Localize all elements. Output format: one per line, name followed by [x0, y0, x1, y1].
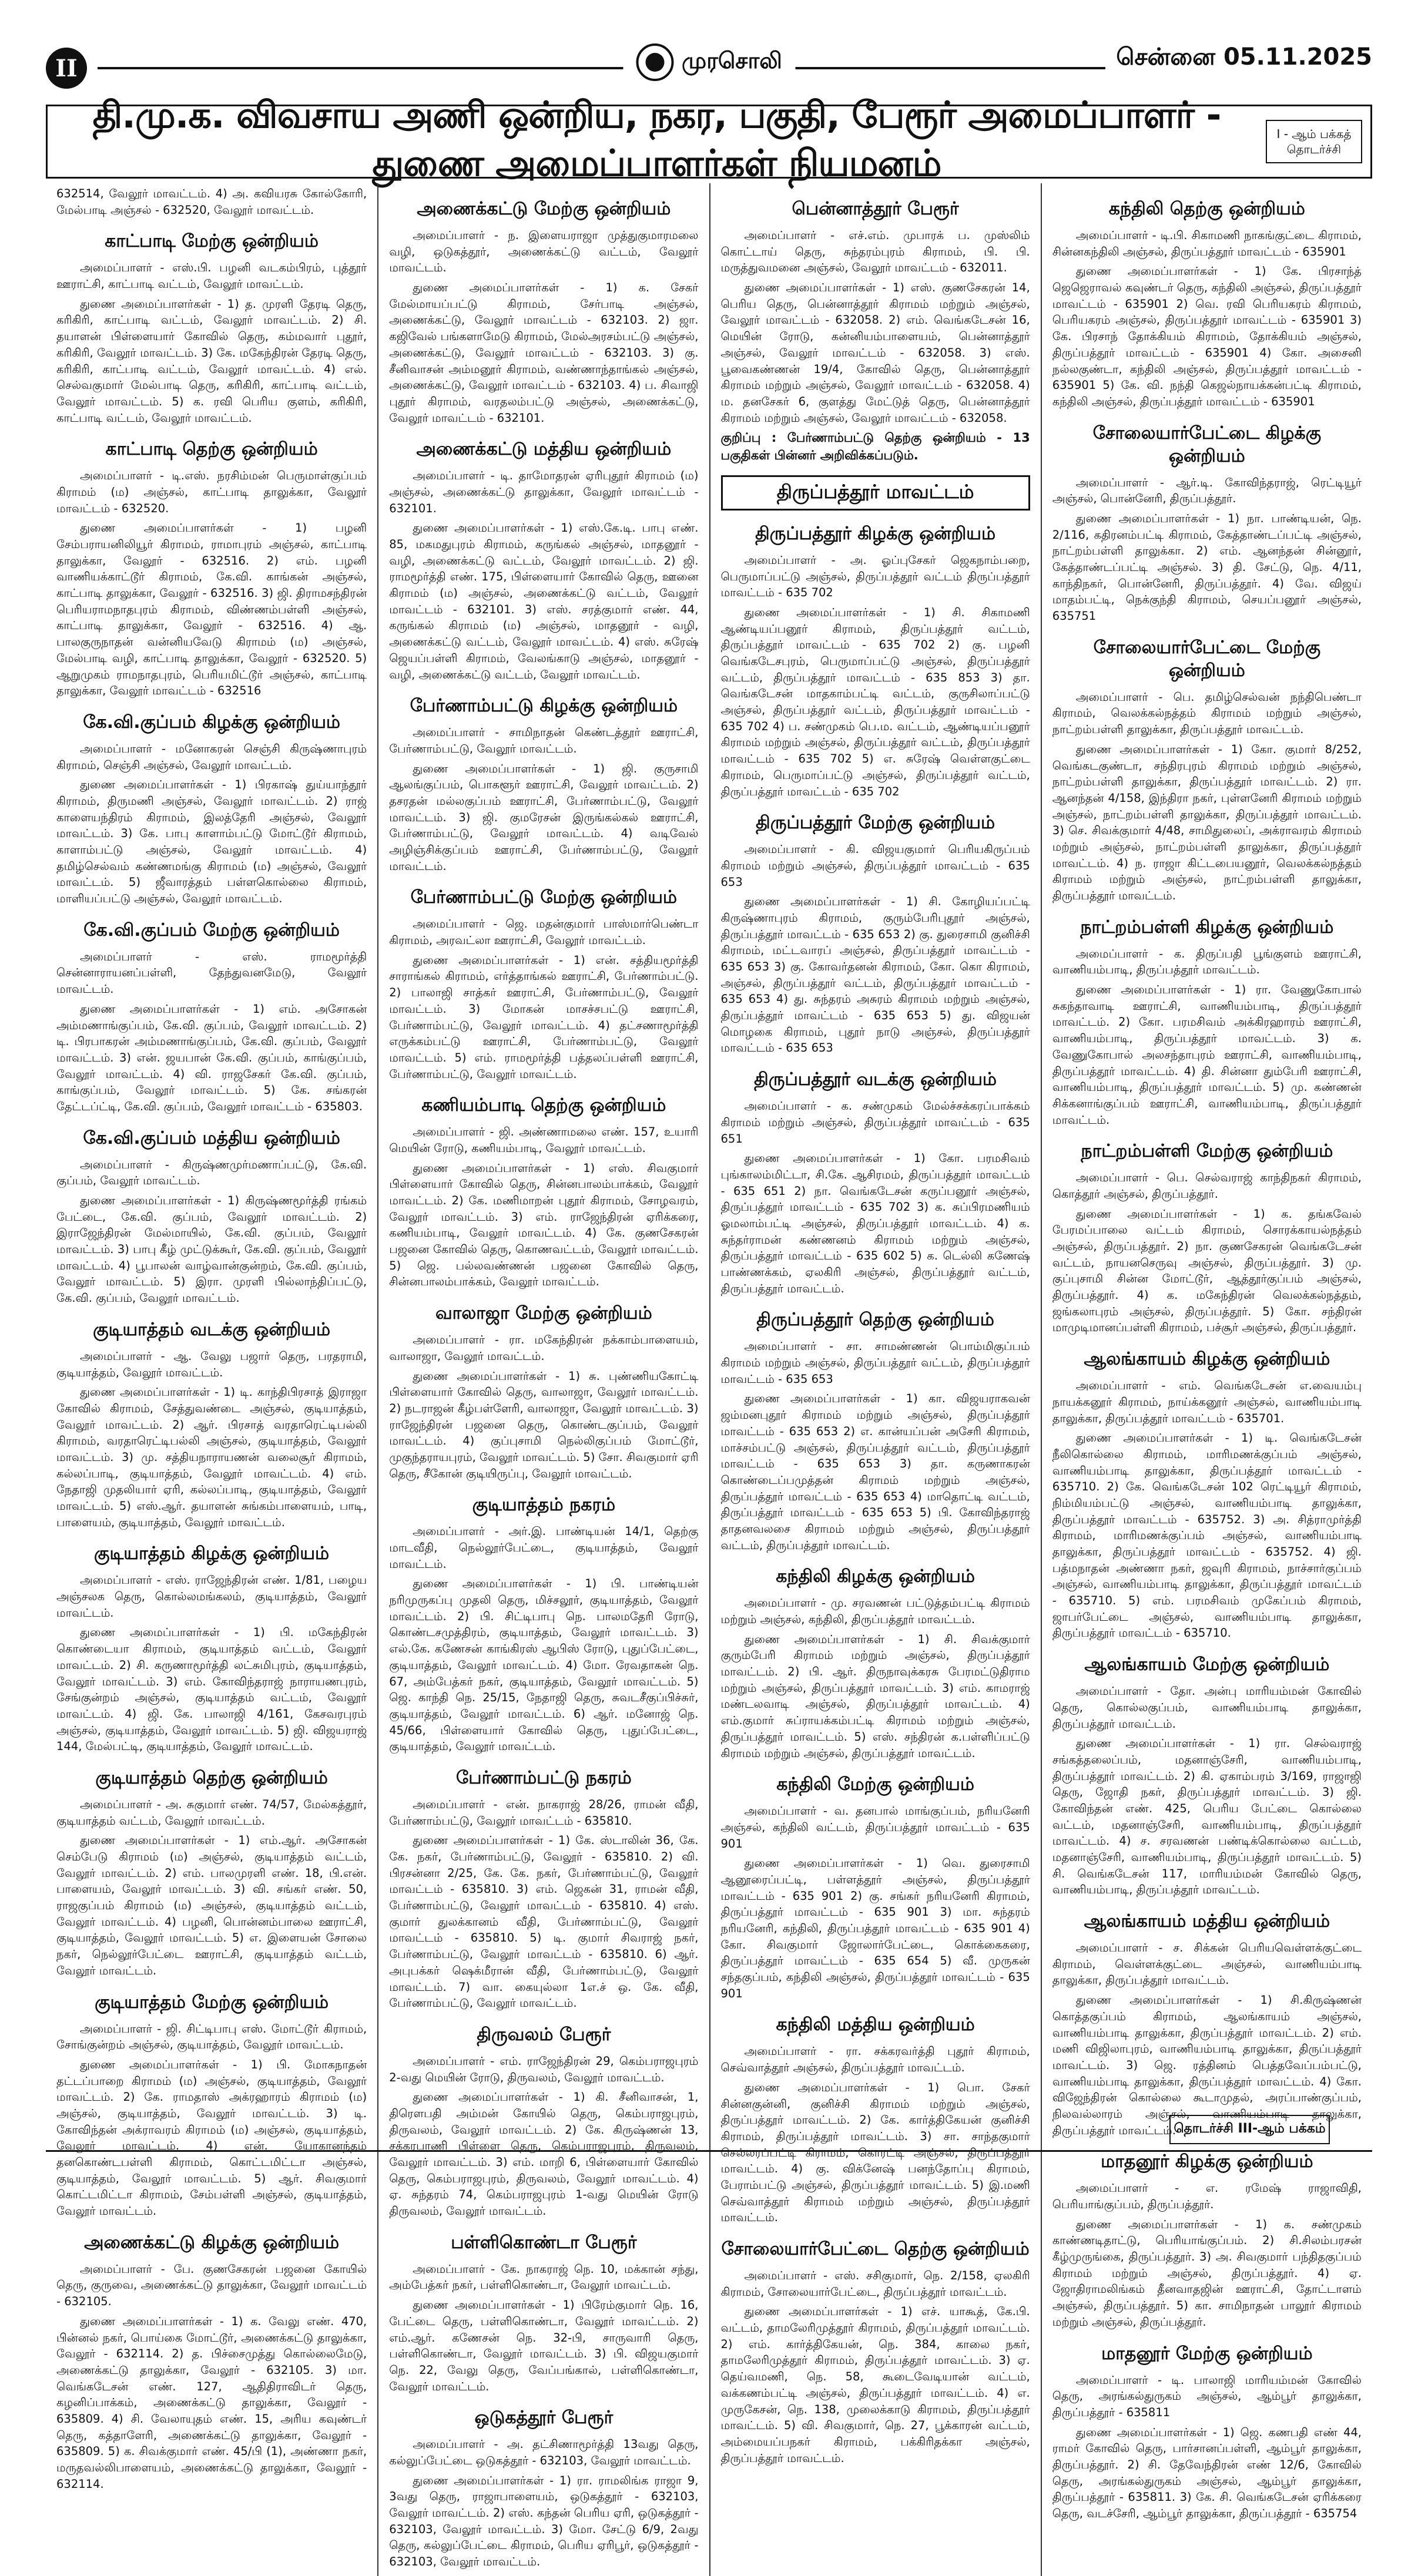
section-heading: கே.வி.குப்பம் மத்திய ஒன்றியம் — [83, 1127, 340, 1148]
section-heading: நாட்றம்பள்ளி கிழக்கு ஒன்றியம் — [1080, 916, 1334, 938]
deputy-organizers-entry: துணை அமைப்பாளர்கள் - 1) கா. விஜயராகவன் ஜம்மனபுதூர் கிராமம் மற்றும் அஞ்சல், திருப்பத்தூர் மாவட்டம் - 635 653 2) எ. கான்யப்பன் அசேரி கிராமம், மாச்சம்பட்டு அஞ்சல், திருப்பத்தூர் வட்டம், திருப்பத்தூர் மாவட்டம் - 635 653 3) தா. கருணாகரன் கொண்டைப்பமுத்தன் கிராமம் மற்றும் அஞ்சல், திருப்பத்தூர் மாவட்டம் - 635 653 4) மாதொட்டி வட்டம், திருப்பத்தூர் மாவட்டம் - 635 653 5) பி. கோவிந்தராஜ் தாதனவலசை கிராமம் மற்றும் அஞ்சல், திருப்பத்தூர் வட்டம், திருப்பத்தூர் மாவட்டம். — [720, 1392, 1030, 1552]
section-heading: குடியாத்தம் நகரம் — [472, 1494, 616, 1516]
organizer-entry: அமைப்பாளர் - எஸ். ராஜேந்திரன் எண். 1/81, பழைய அஞ்சலக தெரு, கொல்லமங்கலம், குடியாத்தம், வேலூர் மாவட்டம். — [56, 1573, 367, 1620]
deputy-organizers-entry: துணை அமைப்பாளர்கள் - 1) பிரகாஷ் துய்யாந்தூர் கிராமம், திருமணி அஞ்சல், வேலூர் மாவட்டம். 2) ராஜ் காளையந்திரம் கிராமம், இலத்தேரி அஞ்சல், வேலூர் மாவட்டம். 3) கே. பாபு காளாம்பட்டு மோட்டூர் கிராமம், காளாம்பட்டு அஞ்சல், வேலூர் மாவட்டம். 4) தமிழ்செல்வம் கண்ணமங்கு கிராமம் (ம) அஞ்சல், வேலூர் மாவட்டம். 5) ஜீவாரத்தம் பள்ளகொல்லை கிராமம், மாளியப்பட்டு அஞ்சல், வேலூர் மாவட்டம். — [56, 778, 367, 906]
deputy-organizers-entry: துணை அமைப்பாளர்கள் - 1) என். சத்தியமூர்த்தி சாராங்கல் கிராமம், எர்த்தாங்கல் ஊராட்சி, பேர்ணாம்பட்டு. 2) பாலாஜி சாத்கர் ஊராட்சி, பேர்ணாம்பட்டு, வேலூர் மாவட்டம். 3) மோகன் மாசச்சபட்டு ஊராட்சி, பேர்ணாம்பட்டு, வேலூர் மாவட்டம். 4) தட்சணாமூர்த்தி எருக்கம்பட்டு ஊராட்சி, பேர்ணாம்பட்டு, வேலூர் மாவட்டம். 5) எம். ராமமூர்த்தி பத்தலப்பள்ளி ஊராட்சி, பேர்ணாம்பட்டு, வேலூர் மாவட்டம். — [389, 953, 699, 1081]
organizer-entry: அமைப்பாளர் - டி.எஸ். நரசிம்மன் பெருமாள்குப்பம் கிராமம் (ம) அஞ்சல், காட்பாடி தாலுக்கா, வேலூர் மாவட்டம் - 632520. — [56, 469, 367, 515]
deputy-organizers-entry: துணை அமைப்பாளர்கள் - 1) பழனி சேம்பராயனிலியூர் கிராமம், ராமாபுரம் அஞ்சல், காட்பாடி தாலுக்கா, வேலூர் - 632516. 2) எம். பழனி வாணியக்காட்டூர் கிராமம், கே.வி. காங்கன் அஞ்சல், காட்பாடி தாலுக்கா, வேலூர் - 632516. 3) ஜி. திராமசந்திரன் பெரியராமநாதபுரம் கிராமம், விண்ணம்பள்ளி அஞ்சல், காட்பாடி தாலுக்கா, வேலூர் - 632516. 4) ஆ. பாலகுருநாதன் வன்னியவேடு கிராமம் (ம) அஞ்சல், மேல்பாடி வழி, காட்பாடி தாலுக்கா, வேலூர் - 632520. 5) ஆறுமுகம் ராமநாதபுரம், பெரியமிட்டூர் அஞ்சல், காட்பாடி தாலுக்கா, வேலூர் மாவட்டம் - 632516 — [56, 521, 367, 698]
section-heading: ஆலங்காயம் மத்திய ஒன்றியம் — [1084, 1911, 1330, 1932]
section-heading: பேர்ணாம்பட்டு கிழக்கு ஒன்றியம் — [410, 696, 678, 717]
note-text: குறிப்பு : பேர்ணாம்பட்டு தெற்கு ஒன்றியம் - 13 பகுதிகள் பின்னர் அறிவிக்கப்படும். — [720, 431, 1030, 463]
column-3 — [709, 183, 1041, 2576]
deputy-organizers-entry: துணை அமைப்பாளர்கள் - 1) நா. பாண்டியன், நெ. 2/116, கதிரனம்பட்டி கிராமம், கேத்தாண்டப்பட்டி அஞ்சல், நாட்றம்பள்ளி தாலுக்கா. 2) எம். ஆனந்தன் சின்னூர், கேத்தாண்டப்பட்டி அஞ்சல். 3) தி. சேட்டு, நெ. 4/11, காந்திநகர், பொன்னேரி, திருப்பத்தூர். 4) வே. விஜய் மாதம்பட்டி, நெக்குந்தி கிராமம், செயப்பனூர் அஞ்சல், 635751 — [1052, 511, 1362, 623]
deputy-organizers-entry: துணை அமைப்பாளர்கள் - 1) சி. கோழியப்பட்டி கிருஷ்ணாபுரம் கிராமம், குரும்பேரிபுதூர் அஞ்சல், திருப்பத்தூர் மாவட்டம் - 635 653 2) கு. துரைசாமி குனிச்சி கிராமம், மட்டவாரப் அஞ்சல், திருப்பத்தூர் மாவட்டம் - 635 653 3) கு. கோவர்தனன் கிராமம், கோ. கொ கிராமம், அஞ்சல், திருப்பத்தூர் வட்டம், திருப்பத்தூர் மாவட்டம் - 635 653 4) து. சுந்தரம் அசுரம் கிராமம் மற்றும் அஞ்சல், திருப்பத்தூர் மாவட்டம் - 635 653 5) து. விஜயன் மொழகை கிராமம், புதூர் நாடு அஞ்சல், திருப்பத்தூர் மாவட்டம் - 635 653 — [720, 895, 1030, 1055]
continued-from-line2: தொடர்ச்சி — [1286, 142, 1342, 156]
article-columns — [46, 183, 1372, 2569]
deputy-organizers-entry: துணை அமைப்பாளர்கள் - 1) எம்.ஆர். அசோகன் செம்பேடு கிராமம் (ம) அஞ்சல், குடியாத்தம் வட்டம், வேலூர் மாவட்டம். 2) எம். பாலமுரளி எண். 18, பி.என். பாளையம், வேலூர் மாவட்டம். 3) வி. சங்கர் எண். 50, ராஜகுப்பம் கிராமம் (ம) அஞ்சல், குடியாத்தம் வட்டம், வேலூர் மாவட்டம். 4) பழனி, பொன்னம்பாலை ஊராட்சி, குடியாத்தம், வேலூர் மாவட்டம். 5) எ. இளையன் சோலை நகர், நெல்லூர்பேட்டை ஊராட்சி, குடியாத்தம் வட்டம், வேலூர் மாவட்டம். — [56, 1833, 367, 1977]
organizer-entry: அமைப்பாளர் - எம். ராஜேந்திரன் 29, கெம்பராஜபுரம் 2-வது மெயின் ரோடு, திருவலம், வேலூர் மாவட்டம். — [389, 2054, 699, 2084]
organizer-entry: அமைப்பாளர் - வ. தனபால் மாங்குப்பம், நரியனேரி அஞ்சல், கந்திலி வட்டம், திருப்பத்தூர் மாவட்டம் - 635 901 — [720, 1804, 1030, 1850]
section-heading: கந்திலி கிழக்கு ஒன்றியம் — [776, 1566, 975, 1587]
continued-entry: 632514, வேலூர் மாவட்டம். 4) அ. கவியரசு கோல்கோரி, மேல்பாடி அஞ்சல் - 632520, வேலூர் மாவட்டம். — [56, 187, 367, 217]
section-heading: வாலாஜா மேற்கு ஒன்றியம் — [435, 1303, 652, 1324]
section-heading: சோலையார்பேட்டை கிழக்கு ஒன்றியம் — [1092, 422, 1322, 466]
deputy-organizers-entry: துணை அமைப்பாளர்கள் - 1) எம். அசோகன் அம்மணாங்குப்பம், கே.வி. குப்பம், வேலூர் மாவட்டம். 2) டி. பிரபாகரன் அம்மணாங்குப்பம், கே.வி. குப்பம், வேலூர் மாவட்டம். 3) என். ஜயபான் கே.வி. குப்பம், காங்குப்பம், வேலூர் மாவட்டம். 4) வி. ராஜசேகர் கே.வி. குப்பம், காங்குப்பம், வேலூர் மாவட்டம். 5) கே. சங்கரன் தேட்டப்ட்டி, கே.வி. குப்பம், வேலூர் மாவட்டம் - 635803. — [56, 1002, 367, 1113]
section-heading: கணியம்பாடி தெற்கு ஒன்றியம் — [421, 1095, 666, 1116]
continued-to-box: தொடர்ச்சி III-ஆம் பக்கம் — [1169, 2115, 1330, 2144]
deputy-organizers-entry: துணை அமைப்பாளர்கள் - 1) சி. சிகாமணி ஆண்டியப்பனூர் கிராமம், திருப்பத்தூர் வட்டம், திருப்பத்தூர் மாவட்டம் - 635 702 2) கு. பழனி வெங்கடேசபுரம், பெருமாப்பட்டு அஞ்சல், திருப்பத்தூர் வட்டம், திருப்பத்தூர் மாவட்டம் - 635 853 3) தா. வெங்கடேசன் மாதகாம்பட்டி வட்டம், குருசிலாப்பட்டு அஞ்சல், திருப்பத்தூர் வட்டம், திருப்பத்தூர் மாவட்டம் - 635 702 4) ப. சண்முகம் பெ.ம. வட்டம், ஆண்டியப்பனூர் கிராமம் மற்றும் அஞ்சல், திருப்பத்தூர் வட்டம், திருப்பத்தூர் மாவட்டம் - 635 702 5) எ. சுரேஷ் வெள்ளகுட்டை கிராமம், பெருமாப்பட்டு அஞ்சல், திருப்பத்தூர் வட்டம், திருப்பத்தூர் மாவட்டம் - 635 702 — [720, 605, 1030, 798]
deputy-organizers-entry: துணை அமைப்பாளர்கள் - 1) கோ. பரமசிவம் புங்காலம்மிட்டா, சி.கே. ஆசிரமம், திருப்பத்தூர் மாவட்டம் - 635 651 2) நா. வெங்கடேசன் கருப்பனூர் அஞ்சல், திருப்பத்தூர் மாவட்டம் - 635 702 3) க. சுப்பிரமணியம் ஓமலாம்பட்டி அஞ்சல், திருப்பத்தூர் மாவட்டம். 4) க. சுந்தர்ராமன் கண்ணனம் கிராமம் மற்றும் அஞ்சல், திருப்பத்தூர் மாவட்டம் - 635 602 5) க. டெல்லி கணேஷ் பாண்ணக்கம், ஏலகிரி அஞ்சல், திருப்பத்தூர் வட்டம், திருப்பத்தூர் மாவட்டம். — [720, 1151, 1030, 1295]
organizer-entry: அமைப்பாளர் - அர்.இ. பாண்டியன் 14/1, தெற்கு மாடவீதி, நெல்லூர்பேட்டை, குடியாத்தம், வேலூர் மாவட்டம். — [389, 1524, 699, 1571]
deputy-organizers-entry: துணை அமைப்பாளர்கள் - 1) ரா. வேணுகோபால் சுகந்தாவாடி ஊராட்சி, வாணியம்பாடி, திருப்பத்தூர் மாவட்டம். 2) கோ. பரமசிவம் அக்கிரஹாரம் ஊராட்சி, வாணியம்பாடி, திருப்பத்தூர் மாவட்டம். 3) க. வேணுகோபால் அலசந்தாபுரம் ஊராட்சி, வாணியம்பாடி, திருப்பத்தூர் மாவட்டம். 4) தி. சின்னா தும்பேரி ஊராட்சி, வாணியம்பாடி, திருப்பத்தூர் மாவட்டம். 5) மு. கண்ணன் சிக்கனாங்குப்பம் ஊராட்சி, வாணியம்பாடி, திருப்பத்தூர் மாவட்டம். — [1052, 983, 1362, 1127]
organizer-entry: அமைப்பாளர் - டி. தாமோதரன் ஏரிபுதூர் கிராமம் (ம) அஞ்சல், அணைக்கட்டு தாலுக்கா, வேலூர் மாவட்டம் - 632101. — [389, 469, 699, 515]
bottom-rule — [46, 2150, 1372, 2152]
organizer-entry: அமைப்பாளர் - கே. நாகராஜ் நெ. 10, மக்கான் சந்து, அம்பேத்கர் நகர், பள்ளிகொண்டா, வேலூர் மாவட்டம். — [389, 2262, 699, 2292]
section-heading: அணைக்கட்டு மத்திய ஒன்றியம் — [416, 439, 672, 460]
page-number: II — [46, 48, 87, 89]
organizer-entry: அமைப்பாளர் - எ. ரமேஷ் ராஜாவிதி, பெரியாங்குப்பம், திருப்பத்தூர். — [1052, 2181, 1362, 2211]
organizer-entry: அமைப்பாளர் - ஆ. வேலு பஜார் தெரு, பரதராமி, குடியாத்தம், வேலூர் மாவட்டம். — [56, 1349, 367, 1379]
section-heading: திருப்பத்தூர் தெற்கு ஒன்றியம் — [756, 1309, 994, 1331]
masthead — [46, 41, 1372, 95]
paper-name: முரசொலி — [682, 48, 782, 73]
deputy-organizers-entry: துணை அமைப்பாளர்கள் - 1) எச். யாகூத், கே.பி. வட்டம், தாமலேரிமுத்தூர் கிராமம், திருப்பத்தூர் மாவட்டம். 2) எம். கார்த்திகேயன், நெ. 384, காலை நகர், தாமலேரிமுத்தூர் கிராமம், திருப்பத்தூர் மாவட்டம். 3) ஏ. தெய்வமணி, நெ. 58, கூடைவேடியான் வட்டம், வக்கணம்பட்டி அஞ்சல், திருப்பத்தூர் மாவட்டம். 4) எ. முருகேசன், நெ. 138, முலைக்காடு கிராமம், திருப்பத்தூர் மாவட்டம். 5) வி. சிவகுமார், நெ. 27, பூக்காரன் வட்டம், அம்மையப்பநகர் கிராமம், பக்கிரிதக்கா அஞ்சல், திருப்பத்தூர் மாவட்டம். — [720, 2305, 1030, 2465]
deputy-organizers-entry: துணை அமைப்பாளர்கள் - 1) கிருஷ்ணமூர்த்தி ரங்கம் பேட்டை, கே.வி. குப்பம், வேலூர் மாவட்டம். 2) இராஜேந்திரன் மேல்மாயில், கே.வி. குப்பம், வேலூர் மாவட்டம். 3) பாபு கீழ் முட்டுக்கூர், கே.வி. குப்பம், வேலூர் மாவட்டம். 4) பூபாலன் வாழ்வான்குன்றம், கே.வி. குப்பம், வேலூர் மாவட்டம். 5) இரா. முரளி பில்லாந்திப்பட்டு, கே.வி. குப்பம், வேலூர் மாவட்டம். — [56, 1194, 367, 1305]
organizer-entry: அமைப்பாளர் - ஜி. சிட்டிபாபு எஸ். மோட்டூர் கிராமம், சோங்குன்றம் அஞ்சல், குடியாத்தம், வேலூர் மாவட்டம். — [56, 2021, 367, 2052]
deputy-organizers-entry: துணை அமைப்பாளர்கள் - 1) கே. ஸ்டாலின் 36, கே. கே. நகர், பேர்ணாம்பட்டு, வேலூர் - 635810. 2) வி. பிரசன்னா 2/25, கே. கே. நகர், பேர்ணாம்பட்டு, வேலூர் மாவட்டம் - 635810. 3) எம். ஜெகன் 31, ராமன் வீதி, பேர்ணாம்பட்டு, வேலூர் மாவட்டம் - 635810. 4) எஸ். குமார் துலக்கானம் வீதி, பேர்ணாம்பட்டு, வேலூர் மாவட்டம் - 635810. 5) டி. குமார் சிவராஜ் நகர், பேர்ணாம்பட்டு, வேலூர் மாவட்டம் - 635810. 6) ஆர். அபுபக்கர் ஷெக்மீரான் வீதி, பேர்ணாம்பட்டு, வேலூர் மாவட்டம். 7) வா. கையுல்லா 1எ.ச் ஒ. கே. வீதி, பேர்ணாம்பட்டு, வேலூர் மாவட்டம். — [389, 1833, 699, 2010]
deputy-organizers-entry: துணை அமைப்பாளர்கள் - 1) க. வேலு எண். 470, பின்னல் நகர், பொய்கை மோட்டூர், அணைக்கட்டு தாலுக்கா, வேலூர் - 632114. 2) த. பிச்சைமுத்து கொல்லைமேடு, அணைக்கட்டு தாலுக்கா, வேலூர் - 632105. 3) மா. வெங்கடேசன் எண். 127, ஆதிதிராவிடர் தெரு, கழனிப்பாக்கம், அணைக்கட்டு தாலுக்கா, வேலூர் - 635809. 4) சி. வேலாயுதம் எண். 15, அரிய கவுண்டர் தெரு, கத்தாளேரி, அணைக்கட்டு தாலுக்கா, வேலூர் - 635809. 5) க. சிவக்குமார் எண். 45/பி (1), அண்ணா நகர், மருதவல்லிபாளையம், அணைக்கட்டு தாலுக்கா, வேலூர் - 632114. — [56, 2314, 367, 2491]
deputy-organizers-entry: துணை அமைப்பாளர்கள் - 1) ரா. ராமலிங்க ராஜா 9, 3வது தெரு, ராஜாபாளையம், ஒடுகத்தூர் - 632103, வேலூர் மாவட்டம். 2) எஸ். கந்தன் பெரிய ஏரி, ஒடுகத்தூர் - 632103, வேலூர் மாவட்டம். 3) மோ. சேட்டு 6/9, 2வது தெரு, கல்லுப்பேட்டை கிராமம், பெரிய ஏரிபூர், ஒடுகத்தூர் - 632103, வேலூர் மாவட்டம். — [389, 2473, 699, 2569]
organizer-entry: அமைப்பாளர் - டி.பி. சிகாமணி நாகங்குட்டை கிராமம், சின்னகந்திலி அஞ்சல், திருப்பத்தூர் மாவட்டம் - 635901 — [1052, 229, 1362, 258]
deputy-organizers-entry: துணை அமைப்பாளர்கள் - 1) சி. சிவக்குமார் குரும்பேரி கிராமம் மற்றும் அஞ்சல், திருப்பத்தூர் மாவட்டம். 2) பி. ஆர். திருநாவுக்கரசு பேரமட்டுதிராம மற்றும் அஞ்சல், திருப்பத்தூர் மாவட்டம். 3) எம். காமராஜ் மண்டலவாடி அஞ்சல், திருப்பத்தூர் மாவட்டம். 4) எம்.குமார் சுப்ராயக்கம்பட்டி கிராமம் மற்றும் அஞ்சல், திருப்பத்தூர் மாவட்டம். 5) எஸ். சந்திரன் க.பள்ளிப்பட்டு கிராமம் மற்றும் அஞ்சல், திருப்பத்தூர் மாவட்டம். — [720, 1632, 1030, 1760]
section-heading: கந்திலி மத்திய ஒன்றியம் — [776, 2014, 975, 2036]
deputy-organizers-entry: துணை அமைப்பாளர்கள் - 1) எஸ். சிவகுமார் பிள்ளையார் கோவில் தெரு, சின்னபாலம்பாக்கம், வேலூர் மாவட்டம். 2) கே. மணிமாறன் புதூர் கிராமம், சோழவரம், வேலூர் மாவட்டம். 3) எம். ராஜேந்திரன் ஏரிக்கரை, கணியம்பாடி, வேலூர் மாவட்டம். 4) கே. குணசேகரன் பஜனை கோவில் தெரு, கொணவட்டம், வேலூர் மாவட்டம். 5) ஜெ. பல்லவண்ணன் பஜனை கோவில் தெரு, சின்னபாலம்பாக்கம், வேலூர் மாவட்டம். — [389, 1161, 699, 1289]
section-heading: கே.வி.குப்பம் மேற்கு ஒன்றியம் — [83, 919, 340, 941]
section-heading: சோலையார்பேட்டை தெற்கு ஒன்றியம் — [721, 2239, 1030, 2259]
deputy-organizers-entry: துணை அமைப்பாளர்கள் - 1) கி. சீனிவாசன், 1, திரௌபதி அம்மன் கோயில் தெரு, கெம்பராஜபுரம், திருவலம், வேலூர் மாவட்டம். 2) கே. கிருஷ்ணன் 13, சக்கரபாணி பிள்ளை தெரு, கெம்பராஜபுரம், திருவலம், வேலூர் மாவட்டம். 3) எம். மாறி 6, பிள்ளையார் கோவில் தெரு, கெம்பராஜபுரம், திருவலம், வேலூர் மாவட்டம். 4) ஏ. சுந்தரம் 74, கெம்பராஜபுரம் 1-வது மெயின் ரோடு திருவலம், வேலூர் மாவட்டம். — [389, 2090, 699, 2218]
deputy-organizers-entry: துணை அமைப்பாளர்கள் - 1) டி. காந்திபிரசாத் இராஜா கோவில் கிராமம், சேத்துவண்டை அஞ்சல், குடியாத்தம், வேலூர் மாவட்டம். 2) ஆர். பிரசாத் வரதாரெட்டிபல்லி கிராமம், வரதாரெட்டிபல்லி அஞ்சல், குடியாத்தம், வேலூர் மாவட்டம். 3) மு. சத்தியநாராயணன் வலைசூர் கிராமம், கல்லப்பாடி, குடியாத்தம், வேலூர் மாவட்டம். 4) எம். நேதாஜி முதலியார் ஏரி, கல்லப்பாடி, குடியாத்தம், வேலூர் மாவட்டம். 5) எஸ்.ஆர். தயாளன் சுங்கம்பாளையம், பாடி, பாளையம், குடியாத்தம், வேலூர் மாவட்டம். — [56, 1385, 367, 1529]
section-heading: கே.வி.குப்பம் கிழக்கு ஒன்றியம் — [83, 711, 341, 733]
headline-box — [46, 93, 1372, 184]
organizer-entry: அமைப்பாளர் - பெ. தமிழ்செல்வன் நந்திபெண்டா கிராமம், வெலக்கல்நத்தம் கிராமம் மற்றும் அஞ்சல், நாட்றம்பள்ளி தாலுக்கா, திருப்பத்தூர் மாவட்டம். — [1052, 690, 1362, 737]
organizer-entry: அமைப்பாளர் - அ. சுகுமார் எண். 74/57, மேல்கத்தூர், குடியாத்தம் வட்டம், வேலூர் மாவட்டம். — [56, 1797, 367, 1828]
deputy-organizers-entry: துணை அமைப்பாளர்கள் - 1) கே. பிரசாந்த் ஜெஜெராவல் கவுண்டர் தெரு, கந்திலி அஞ்சல், திருப்பத்தூர் மாவட்டம் - 635901 2) வெ. ரவி பெரியகரம் கிராமம், பெரியகரம் அஞ்சல், திருப்பத்தூர் மாவட்டம் - 635901 3) கே. பிரசாந் தோக்கியம் கிராமம், தோக்கியம் அஞ்சல், திருப்பத்தூர் மாவட்டம் - 635901 4) கோ. அசைனி நல்லகுண்டா, கந்திலி அஞ்சல், திருப்பத்தூர் மாவட்டம் - 635901 5) கே. வி. நந்தி கெஜல்நாயக்கன்பட்டி கிராமம், கந்திலி அஞ்சல், திருப்பத்தூர் மாவட்டம் - 635901 — [1052, 264, 1362, 408]
organizer-entry: அமைப்பாளர் - டி. பாலாஜி மாரியம்மன் கோவில் தெரு, அரங்கல்துருகம் அஞ்சல், ஆம்பூர் தாலுக்கா, திருப்பத்தூர் - 635811 — [1052, 2373, 1362, 2419]
deputy-organizers-entry: துணை அமைப்பாளர்கள் - 1) ரா. செல்வராஜ் சங்கத்தலைப்பம், மதனாஞ்சேரி, வாணியம்பாடி, திருப்பத்தூர் மாவட்டம். 2) கி. ஏகாம்பரம் 3/169, ராஜாஜி தெரு, ஜோதி நகர், திருப்பத்தூர் மாவட்டம். 3) ஜி. கோவிந்தன் எண். 425, பெரிய பேட்டை கொல்லை வட்டம், மதனாஞ்சேரி, வாணியம்பாடி, திருப்பத்தூர் மாவட்டம். 4) ச. சரவணன் பண்டிக்கொல்லை வட்டம், மதனாஞ்சேரி, வாணியம்பாடி, திருப்பத்தூர் மாவட்டம். 5) சி. வெங்கடேசன் 117, மாரியம்மன் கோவில் தெரு, வாணியம்பாடி, திருப்பத்தூர் மாவட்டம். — [1052, 1737, 1362, 1897]
deputy-organizers-entry: துணை அமைப்பாளர்கள் - 1) ஜி. குருசாமி ஆலங்குப்பம், பொகளூர் ஊராட்சி, வேலூர் மாவட்டம். 2) தசரதன் மல்லகுப்பம் ஊராட்சி, பேர்ணாம்பட்டு, வேலூர் மாவட்டம். 3) ஜி. குமரேசன் இருங்கல்கல் ஊராட்சி, பேர்ணாம்பட்டு, வேலூர் மாவட்டம். 4) வடிவேல் அழிஞ்சிக்குப்பம் ஊராட்சி, பேர்ணாம்பட்டு, வேலூர் மாவட்டம். — [389, 761, 699, 873]
column-2 — [377, 183, 709, 2576]
district-heading: திருப்பத்தூர் மாவட்டம் — [721, 475, 1030, 511]
section-heading: காட்பாடி தெற்கு ஒன்றியம் — [105, 439, 318, 460]
deputy-organizers-entry: துணை அமைப்பாளர்கள் - 1) ஜெ. கணபதி எண் 44, ராமர் கோவில் தெரு, பார்சானப்பள்ளி, ஆம்பூர் தாலுக்கா, திருப்பத்தூர். 2) சி. தேவேந்திரன் எண் 12/6, கோவில் தெரு, அரங்கல்துருகம் அஞ்சல், ஆம்பூர் தாலுக்கா, திருப்பத்தூர் - 635811. 3) கே. சி. வெங்கடேசன் ஏரிக்கரை தெரு, வடச்சேரி, ஆம்பூர் தாலுக்கா, திருப்பத்தூர் - 635754 — [1052, 2425, 1362, 2520]
organizer-entry: அமைப்பாளர் - சாமிநாதன் கெண்டத்தூர் ஊராட்சி, பேர்ணாம்பட்டு, வேலூர் மாவட்டம். — [389, 726, 699, 755]
organizer-entry: அமைப்பாளர் - எம். வெங்கடேசன் எ.வையம்பு நாயக்கனூர் கிராமம், நாய்க்கனூர் அஞ்சல், வாணியம்பாடி தாலுக்கா, திருப்பத்தூர் மாவட்டம் - 635701. — [1052, 1379, 1362, 1425]
organizer-entry: அமைப்பாளர் - ச. சிக்கன் பெரியவெள்ளக்குட்டை கிராமம், வெள்ளக்குட்டை அஞ்சல், வாணியம்பாடி தாலுக்கா, திருப்பத்தூர் மாவட்டம். — [1052, 1941, 1362, 1987]
section-heading: ஒடுகத்தூர் பேரூர் — [474, 2407, 614, 2429]
section-heading: திருப்பத்தூர் வடக்கு ஒன்றியம் — [754, 1069, 997, 1090]
section-heading: கந்திலி தெற்கு ஒன்றியம் — [1108, 199, 1305, 219]
section-heading: கந்திலி மேற்கு ஒன்றியம் — [776, 1774, 974, 1795]
deputy-organizers-entry: துணை அமைப்பாளர்கள் - 1) பி. பாண்டியன் நரிமுருகப்பு முதலி தெரு, மிச்சலூர், குடியாத்தம், வேலூர் மாவட்டம். 2) பி. சிட்டிபாபு நெ. பாலமதேரி ரோடு, கொண்டசமுத்திரம், குடியாத்தம், வேலூர் மாவட்டம். 3) எல்.கே. கணேசன் காங்கிரஸ் ஆபிஸ் ரோடு, புதுப்பேட்டை, குடியாத்தம், வேலூர் மாவட்டம். 4) மோ. ரேவதாகன் நெ. 67, அம்பேத்கர் நகர், குடியாத்தம், வேலூர் மாவட்டம். 5) ஜெ. காந்தி நெ. 25/15, நேதாஜி தெரு, சுவடசீகுப்பிச்சுர், குடியாத்தம், வேலூர் மாவட்டம். 6) ஆர். மனோஜ் நெ. 45/66, பிள்ளையார் கோவில் தெரு, புதுப்பேட்டை, குடியாத்தம், வேலூர் மாவட்டம். — [389, 1577, 699, 1754]
section-heading: ஆலங்காயம் கிழக்கு ஒன்றியம் — [1084, 1349, 1330, 1370]
deputy-organizers-entry: துணை அமைப்பாளர்கள் - 1) சி.கிருஷ்ணன் கொத்தகுப்பம் கிராமம், ஆலங்காயம் அஞ்சல், வாணியம்பாடி தாலுக்கா, திருப்பத்தூர் மாவட்டம். 2) எம். மணி விஜிலாபுரம், வாணியம்பாடி தாலுக்கா, திருப்பத்தூர் மாவட்டம். 3) ஜெ. ரத்தினம் பெத்தவேப்பம்பட்டு, வாணியம்பாடி தாலுக்கா, திருப்பத்தூர் மாவட்டம். 4) கோ. விஜேந்திரன் கொல்லை கூடாமுதல், அரப்பாண்குப்பம், நிலவல்லாரம் அஞ்சல், வாணியம்பாடி தாலுக்கா, திருப்பத்தூர் மாவட்டம். — [1052, 1993, 1362, 2137]
dateline: சென்னை 05.11.2025 — [1105, 43, 1372, 73]
deputy-organizers-entry: துணை அமைப்பாளர்கள் - 1) கோ. குமார் 8/252, வெங்கடகுண்டா, சந்திரபுரம் கிராமம் மற்றும் அஞ்சல், நாட்றம்பள்ளி தாலுக்கா, திருப்பத்தூர் மாவட்டம். 2) ரா. ஆனந்தன் 4/158, இந்திரா நகர், புள்ளனேரி கிராமம் மற்றும் அஞ்சல், நாட்றம்பள்ளி தாலுக்கா, திருப்பத்தூர் மாவட்டம். 3) செ. சிவக்குமார் 4/48, சாமிதுலைப், அக்ராவரம் கிராமம் மற்றும் அஞ்சல், நாட்றம்பள்ளி தாலுக்கா, திருப்பத்தூர் மாவட்டம். 4) ந. ராஜா கிட்டபையனூர், வெலக்கல்நத்தம் கிராமம் மற்றும் அஞ்சல், நாட்றம்பள்ளி தாலுக்கா, திருப்பத்தூர் மாவட்டம். — [1052, 742, 1362, 902]
organizer-entry: அமைப்பாளர் - கிருஷ்ணமுர்மணாப்பட்டு, கே.வி. குப்பம், வேலூர் மாவட்டம். — [56, 1157, 367, 1188]
section-heading: அணைக்கட்டு மேற்கு ஒன்றியம் — [417, 199, 671, 219]
column-4 — [1041, 183, 1372, 2576]
section-heading: குடியாத்தம் தெற்கு ஒன்றியம் — [95, 1767, 328, 1788]
organizer-entry: அமைப்பாளர் - மனோகரன் செஞ்சி கிருஷ்ணாபுரம் கிராமம், செஞ்சி அஞ்சல், வேலூர் மாவட்டம். — [56, 741, 367, 772]
deputy-organizers-entry: துணை அமைப்பாளர்கள் - 1) எஸ். குணசேகரன் 14, பெரிய தெரு, பென்னாத்தூர் கிராமம் மற்றும் அஞ்சல், வேலூர் மாவட்டம் - 632058. 2) எம். வெங்கடேசன் 16, மெயின் ரோடு, கன்னியம்பாளையம், பென்னாத்தூர் அஞ்சல், வேலூர் மாவட்டம் - 632058. 3) எஸ். பூவைகண்ணன் 19/4, கோவில் தெரு, பென்னாத்தூர் கிராமம் மற்றும் அஞ்சல், வேலூர் மாவட்டம் - 632058. 4) ம. தனசேகர் 6, குளத்து மேட்டுத் தெரு, பென்னாத்தூர் கிராமம் மற்றும் அஞ்சல், வேலூர் மாவட்டம் - 632058. — [720, 281, 1030, 425]
organizer-entry: அமைப்பாளர் - எச்.எம். முபாரக் ப. முஸ்லிம் கொட்டாய் தெரு, சுந்தரம்புரம் கிராமம், பி. பி. மருத்துவமனை அஞ்சல், வேலூர் மாவட்டம் - 632011. — [720, 229, 1030, 275]
deputy-organizers-entry: துணை அமைப்பாளர்கள் - 1) க. சண்முகம் காண்ணடிதாட்டு, பெரியாங்குப்பம். 2) சி.சிலம்பரசன் கீழ்முருங்கை, திருப்பத்தூர். 3) அ. சிவகுமார் பந்திதகுப்பம் கிராமம் மற்றும் அஞ்சல், திருப்பத்தூர். 4) ஏ. ஜோதிராமலிங்கம் தீனவாதஜின் ஊராட்சி, தோட்டாளம் அஞ்சல், திருப்பத்தூர். 5) கா. சாமிநாதன் பாலூர் கிராமம் மற்றும் அஞ்சல், திருப்பத்தூர். — [1052, 2217, 1362, 2329]
organizer-entry: அமைப்பாளர் - எஸ். சசிகுமார், நெ. 2/158, ஏலகிரி கிராமம், சோலையார்பேட்டை, திருப்பத்தூர் மாவட்டம். — [720, 2269, 1030, 2299]
paper-logo-group — [623, 43, 795, 81]
section-heading: ஆலங்காயம் மேற்கு ஒன்றியம் — [1084, 1654, 1330, 1675]
section-heading: பள்ளிகொண்டா பேரூர் — [451, 2232, 637, 2253]
section-heading: பேர்ணாம்பட்டு மேற்கு ஒன்றியம் — [410, 887, 678, 908]
organizer-entry: அமைப்பாளர் - எஸ். ராமமூர்த்தி சென்னாராயனப்பள்ளி, தேந்துவனமேடு, வேலூர் மாவட்டம். — [56, 949, 367, 996]
organizer-entry: அமைப்பாளர் - மு. சரவணன் பட்டுத்தம்பட்டி கிராமம் மற்றும் அஞ்சல், கந்திலி, திருப்பத்தூர் மாவட்டம். — [720, 1596, 1030, 1626]
section-heading: மாதனூர் கிழக்கு ஒன்றியம் — [1101, 2151, 1313, 2172]
rising-sun-logo-icon — [636, 43, 673, 81]
organizer-entry: அமைப்பாளர் - ஜெ. மதன்குமார் பாஸ்மார்பெண்டா கிராமம், அரவட்லா ஊராட்சி, வேலூர் மாவட்டம். — [389, 917, 699, 948]
organizer-entry: அமைப்பாளர் - சா. சாமண்ணன் பொம்மிகுப்பம் கிராமம் மற்றும் அஞ்சல், திருப்பத்தூர் வட்டம், திருப்பத்தூர் மாவட்டம் - 635 653 — [720, 1339, 1030, 1386]
section-heading: காட்பாடி மேற்கு ஒன்றியம் — [105, 231, 319, 252]
section-heading: பேர்ணாம்பட்டு நகரம் — [455, 1767, 632, 1788]
deputy-organizers-entry: துணை அமைப்பாளர்கள் - 1) சு. புண்ணியகோட்டி பிள்ளையார் கோவில் தெரு, வாலாஜா, வேலூர் மாவட்டம். 2) நடராஜன் கீழ்பள்ளேரி, வாலாஜா, வேலூர் மாவட்டம். 3) ராஜேந்திரன் பஜனை தெரு, கொண்டகுப்பம், வேலூர் மாவட்டம். 4) குப்புசாமி நெல்லிகுப்பம் மோட்டூர், முகுந்தராயபுரம், வேலூர் மாவட்டம். 5) சோ. சிவகுமார் ஏரி தெரு, சீகோன் குடியிருப்பு, வேலூர் மாவட்டம். — [389, 1369, 699, 1480]
deputy-organizers-entry: துணை அமைப்பாளர்கள் - 1) த. முரளி தேரடி தெரு, கரிகிரி, காட்பாடி வட்டம், வேலூர் மாவட்டம். 2) சி. தயாளன் பிள்ளையார் கோவில் தெரு, கம்மவார் புதூர், கரிகிரி, வேலூர் மாவட்டம். 3) கே. மகேந்திரன் தேரடி தெரு, கரிகிரி, காட்பாடி வட்டம், வேலூர் மாவட்டம். 4) எல். செல்வகுமார் மேல்பாடி தெரு, கரிகிரி, காட்பாடி வட்டம், வேலூர் மாவட்டம். 5) க. ரவி பெரிய குளம், கரிகிரி, காட்பாடி வட்டம், வேலூர் மாவட்டம். — [56, 297, 367, 425]
section-heading: அணைக்கட்டு கிழக்கு ஒன்றியம் — [84, 2232, 340, 2253]
continued-from-box — [1266, 120, 1362, 163]
section-heading: திருப்பத்தூர் கிழக்கு ஒன்றியம் — [755, 523, 996, 544]
organizer-entry: அமைப்பாளர் - அ. தட்சிணாமூர்த்தி 13வது தெரு, கல்லுப்பேட்டை ஒடுகத்தூர் - 632103, வேலூர் மாவட்டம். — [389, 2437, 699, 2467]
column-1 — [46, 183, 377, 2576]
section-heading: குடியாத்தம் மேற்கு ஒன்றியம் — [95, 1991, 329, 2013]
organizer-entry: அமைப்பாளர் - தோ. அன்பு மாரியம்மன் கோவில் தெரு, கொல்லகுப்பம், வாணியம்பாடி தாலுக்கா, திருப்பத்தூர் மாவட்டம். — [1052, 1684, 1362, 1731]
organizer-entry: அமைப்பாளர் - கி. விஜயகுமார் பெரியகிருப்பம் கிராமம் மற்றும் அஞ்சல், திருப்பத்தூர் மாவட்டம் - 635 653 — [720, 842, 1030, 889]
section-heading: பென்னாத்தூர் பேரூர் — [792, 199, 959, 219]
deputy-organizers-entry: துணை அமைப்பாளர்கள் - 1) பிரேம்குமார் நெ. 16, பேட்டை தெரு, பள்ளிகொண்டா, வேலூர் மாவட்டம். 2) எம்.ஆர். கணேசன் நெ. 32-பி, சாருவாரி தெரு, பள்ளிகொண்டா, வேலூர் மாவட்டம். 3) பி. விஜயகுமார் நெ. 22, வேலு தெரு, வேப்பங்கால், பள்ளிகொண்டா, வேலூர் மாவட்டம். — [389, 2298, 699, 2393]
deputy-organizers-entry: துணை அமைப்பாளர்கள் - 1) வெ. துரைசாமி ஆனூரைப்பட்டி, பள்ளத்தூர் அஞ்சல், திருப்பத்தூர் மாவட்டம் - 635 901 2) கு. சங்கர் நரியனேரி கிராமம், திருப்பத்தூர் மாவட்டம் - 635 901 3) மா. சுந்தரம் நரியனேரி, கந்திலி, திருப்பத்தூர் மாவட்டம் - 635 901 4) கோ. சிவகுமார் ஜோலார்பேட்டை, கொக்கைகரை, திருப்பத்தூர் மாவட்டம் - 635 654 5) வீ. முருகன் சந்தகுப்பம், கந்திலி அஞ்சல், திருப்பத்தூர் மாவட்டம் - 635 901 — [720, 1856, 1030, 2000]
organizer-entry: அமைப்பாளர் - பெ. செல்வராஜ் காந்திநகர் கிராமம், கொத்தூர் அஞ்சல், திருப்பத்தூர். — [1052, 1171, 1362, 1201]
organizer-entry: அமைப்பாளர் - என். நாகராஜ் 28/26, ராமன் வீதி, பேர்ணாம்பட்டு, வேலூர் மாவட்டம் - 635810. — [389, 1797, 699, 1828]
section-heading: சோலையார்பேட்டை மேற்கு ஒன்றியம் — [1093, 637, 1321, 681]
deputy-organizers-entry: துணை அமைப்பாளர்கள் - 1) க. சேகர் மேல்மாயப்பட்டு கிராமம், சேர்பாடி அஞ்சல், அணைக்கட்டு, வேலூர் மாவட்டம் - 632103. 2) ஜா. கஜிவேல் பங்களாமேடு கிராமம், மேல்அரசம்பட்டு அஞ்சல், அணைக்கட்டு, வேலூர் மாவட்டம் - 632103. 3) கு. சீனிவாசன் அம்மனூர் கிராமம், வண்ணாந்தாங்கல் அஞ்சல், அணைக்கட்டு, வேலூர் மாவட்டம் - 632103. 4) ப. சிவாஜி புதூர் கிராமம், வரதலம்பட்டு அஞ்சல், அணைக்கட்டு, வேலூர் மாவட்டம் - 632101. — [389, 281, 699, 425]
organizer-entry: அமைப்பாளர் - ஆர்.டி. கோவிந்தராஜ், ரெட்டியூர் அஞ்சல், பொன்னேரி, திருப்பத்தூர். — [1052, 475, 1362, 506]
organizer-entry: அமைப்பாளர் - ந. இளையராஜா முத்துகுமாரமலை வழி, ஒடுகத்தூர், அணைக்கட்டு வட்டம், வேலூர் மாவட்டம். — [389, 229, 699, 275]
organizer-entry: அமைப்பாளர் - அ. ஓப்புசேகர் ஜெகநாம்பறை, பெருமாப்பட்டு அஞ்சல், திருப்பத்தூர் வட்டம் திருப்பத்தூர் மாவட்டம் - 635 702 — [720, 553, 1030, 600]
organizer-entry: அமைப்பாளர் - பே. குணசேகரன் பஜனை கோயில் தெரு, குருவை, அணைக்கட்டு தாலுக்கா, வேலூர் மாவட்டம் - 632105. — [56, 2262, 367, 2309]
deputy-organizers-entry: துணை அமைப்பாளர்கள் - 1) க. தங்கவேல் பேரமப்பாலை வட்டம் கிராமம், சொரக்காயல்நத்தம் அஞ்சல், திருப்பத்தூர். 2) நா. குணசேகரன் வெங்கடேசன் வட்டம், நாயனசெருவு அஞ்சல், திருப்பத்தூர். 3) மு. குப்புசாமி சின்ன மோட்டூர், ஆத்தூர்குப்பம் அஞ்சல், திருப்பத்தூர். 4) க. மகேந்திரன் வெலக்கல்நத்தம், ஜங்கலாபுரம் அஞ்சல், திருப்பத்தூர். 5) கோ. சந்திரன் மாமுடிமானப்பள்ளி கிராமம், பச்சூர் அஞ்சல், திருப்பத்தூர். — [1052, 1207, 1362, 1335]
headline: தி.மு.க. விவசாய அணி ஒன்றிய, நகர, பகுதி, பேரூர் அமைப்பாளர் - துணை அமைப்பாளர்கள் நியமனம் — [92, 93, 1221, 184]
deputy-organizers-entry: துணை அமைப்பாளர்கள் - 1) எஸ்.கே.டி. பாபு எண். 85, மகமதுபுரம் கிராமம், கருங்கல் அஞ்சல், மாதனூர் - வழி, அணைக்கட்டு வட்டம், வேலூர் மாவட்டம். 2) ஜி. ராமமூர்த்தி எண். 175, பிள்ளையார் கோவில் தெரு, ஊனை கிராமம் (ம) அஞ்சல், அணைக்கட்டு வட்டம், வேலூர் மாவட்டம் - 632101. 3) எஸ். சரத்குமார் எண். 44, கருங்கல் கிராமம் (ம) அஞ்சல், மாதனூர் - வழி, அணைக்கட்டு வட்டம், வேலூர் மாவட்டம். 4) எஸ். சுரேஷ் ஜெயப்பள்ளி கிராமம், வேலங்காடு அஞ்சல், மாதனூர் - வழி, அணைக்கட்டு வட்டம், வேலூர் மாவட்டம். — [389, 521, 699, 681]
deputy-organizers-entry: துணை அமைப்பாளர்கள் - 1) பொ. சேகர் சின்னகுன்னி, குனிச்சி கிராமம் மற்றும் அஞ்சல், திருப்பத்தூர் மாவட்டம். 2) கே. கார்த்திகேயன் குனிச்சி கிராமம், திருப்பத்தூர் மாவட்டம். 3) சா. சாந்தகுமார் செல்லரப்பட்டி கிராமம், கொரட்டி அஞ்சல், திருப்பத்தூர் மாவட்டம். 4) கு. விக்னேஷ் பனந்தோப்பு கிராமம், பேராம்பட்டு அஞ்சல், திருப்பத்தூர் மாவட்டம். 5) இ.மணி செவ்வாத்தூர் கிராமம் மற்றும் அஞ்சல், திருப்பத்தூர் மாவட்டம். — [720, 2080, 1030, 2225]
organizer-entry: அமைப்பாளர் - க. திருப்பதி பூங்குளம் ஊராட்சி, வாணியம்பாடி, திருப்பத்தூர் மாவட்டம். — [1052, 946, 1362, 977]
deputy-organizers-entry: துணை அமைப்பாளர்கள் - 1) பி. மோகநாதன் தட்டப்பாறை கிராமம் (ம) அஞ்சல், குடியாத்தம், வேலூர் மாவட்டம். 2) கே. ராமதாஸ் அக்ரஹாரம் கிராமம் (ம) அஞ்சல், குடியாத்தம், வேலூர் மாவட்டம். 3) டி. கோவிந்தன் அக்ராவரம் கிராமம் (ம) அஞ்சல், குடியாத்தம், வேலூர் மாவட்டம். 4) என். யோகானந்தம் தனகொண்டபள்ளி கிராமம், கொட்டமிட்டா அஞ்சல், குடியாத்தம், வேலூர் மாவட்டம். 5) ஆர். சிவகுமார் கொட்டமிட்டா கிராமம், சேம்பள்ளி அஞ்சல், குடியாத்தம், வேலூர் மாவட்டம். — [56, 2057, 367, 2218]
organizer-entry: அமைப்பாளர் - ரா. மகேந்திரன் நக்காம்பாளையம், வாலாஜா, வேலூர் மாவட்டம். — [389, 1333, 699, 1363]
organizer-entry: அமைப்பாளர் - ஜி. அண்ணாமலை எண். 157, உயாரி மெயின் ரோடு, கணியம்பாடி, வேலூர் மாவட்டம். — [389, 1125, 699, 1155]
organizer-entry: அமைப்பாளர் - ரா. சக்கரவர்த்தி புதூர் கிராமம், செவ்வாத்தூர் அஞ்சல், திருப்பத்தூர் மாவட்டம். — [720, 2044, 1030, 2075]
continued-from-line1: I - ஆம் பக்கத் — [1276, 127, 1352, 141]
section-heading: குடியாத்தம் கிழக்கு ஒன்றியம் — [94, 1543, 330, 1564]
section-heading: குடியாத்தம் வடக்கு ஒன்றியம் — [93, 1319, 331, 1340]
section-heading: மாதனூர் மேற்கு ஒன்றியம் — [1101, 2343, 1313, 2364]
section-heading: நாட்றம்பள்ளி மேற்கு ஒன்றியம் — [1081, 1141, 1333, 1162]
organizer-entry: அமைப்பாளர் - எஸ்.பி. பழனி வடகம்பிரம், புத்தூர் ஊராட்சி, காட்பாடி வட்டம், வேலூர் மாவட்டம். — [56, 261, 367, 291]
deputy-organizers-entry: துணை அமைப்பாளர்கள் - 1) பி. மகேந்திரன் கொண்டையா கிராமம், குடியாத்தம் வட்டம், வேலூர் மாவட்டம். 2) சி. கருணாமூர்த்தி லட்சுமிபுரம், குடியாத்தம், வேலூர் மாவட்டம். 3) எம். கோவிந்தராஜ் நாராயணபுரம், சேங்குன்றம் அஞ்சல், குடியாத்தம் வட்டம், வேலூர் மாவட்டம். 4) ஜி. கே. பாலாஜி 4/161, கேசவரபுரம் அஞ்சல், குடியாத்தம், வேலூர் மாவட்டம். 5) ஜி. விஜயராஜ் 144, மேல்பட்டி, குடியாத்தம், வேலூர் மாவட்டம். — [56, 1625, 367, 1754]
section-heading: திருப்பத்தூர் மேற்கு ஒன்றியம் — [756, 812, 995, 834]
section-heading: திருவலம் பேரூர் — [477, 2024, 611, 2045]
deputy-organizers-entry: துணை அமைப்பாளர்கள் - 1) டி. வெங்கடேசன் நீலிகொல்லை கிராமம், மாரிமணக்குப்பம் அஞ்சல், வாணியம்பாடி தாலுக்கா, திருப்பத்தூர் மாவட்டம் - 635710. 2) கே. வெங்கடேசன் 102 ரெட்டியூர் கிராமம், நிம்மியம்பட்டு அஞ்சல், வாணியம்பாடி தாலுக்கா, திருப்பத்தூர் மாவட்டம் - 635752. 3) அ. சித்ராமுர்த்தி கிராமம், மாரிமணக்குப்பம் அஞ்சல், வாணியம்பாடி தாலுக்கா, திருப்பத்தூர் மாவட்டம் - 635752. 4) ஜி. பத்மநாதன் அண்ணா நகர், ஜவுரி கிராமம், நாச்சார்குப்பம் அஞ்சல், வாணியம்பாடி தாலுக்கா, திருப்பத்தூர் மாவட்டம் - 635710. 5) எம். பரமசிவம் முகேப்பம் கிராமம், ஜாபர்பேட்டை அஞ்சல், வாணியம்பாடி தாலுக்கா, திருப்பத்தூர் மாவட்டம் - 635710. — [1052, 1431, 1362, 1640]
organizer-entry: அமைப்பாளர் - க. சண்முகம் மேல்ச்சக்கரப்பாக்கம் கிராமம் மற்றும் அஞ்சல், திருப்பத்தூர் மாவட்டம் - 635 651 — [720, 1099, 1030, 1146]
